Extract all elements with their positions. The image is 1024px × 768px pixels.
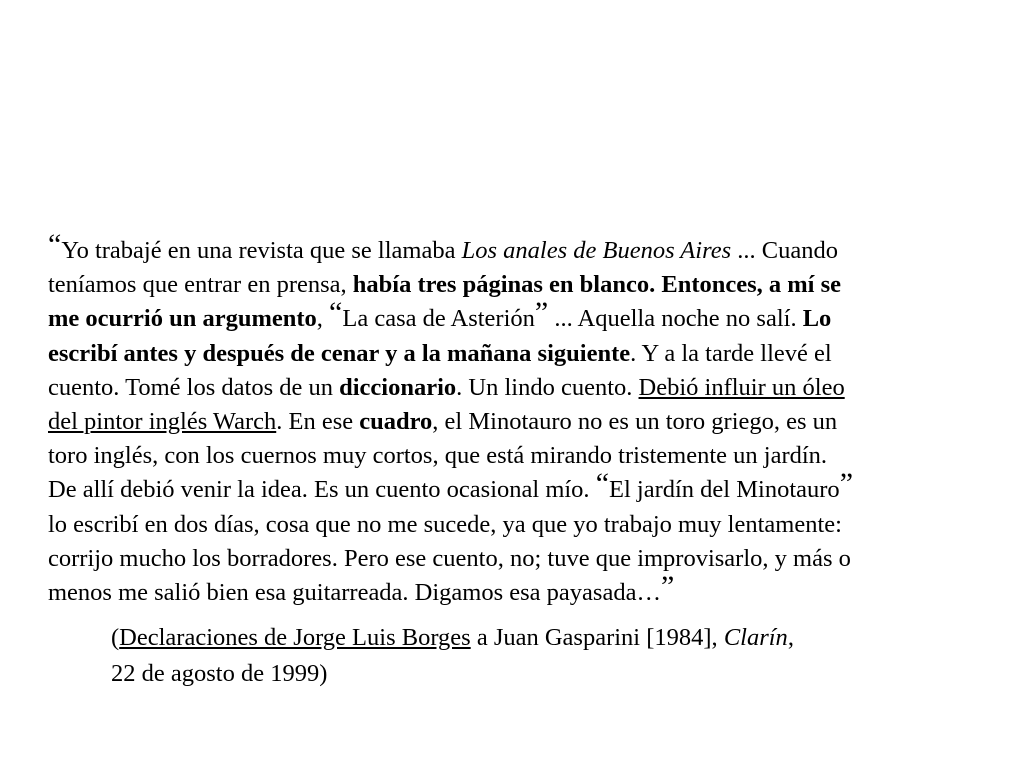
- close-quote-mark: ”: [534, 296, 549, 330]
- quote-line-5: [48, 371, 988, 405]
- quote-line-9: lo escribí en dos días, cosa que no me sucede, ya que yo trabajo muy lentamente:: [48, 510, 842, 538]
- open-quote-mark: “: [48, 228, 62, 261]
- quote-bold-text: diccionario: [339, 373, 457, 401]
- quote-text: , el Minotauro no es un toro griego, es un: [432, 408, 838, 436]
- quote-line-4: [48, 337, 988, 371]
- quote-bold-text: escribí antes y después de cenar y a la mañana siguiente: [48, 339, 631, 367]
- close-quote-mark: ”: [839, 467, 854, 501]
- citation-text: ,: [787, 624, 794, 651]
- story-title: La casa de Asterión: [342, 305, 535, 333]
- quote-text: cuento. Tomé los datos de un: [48, 373, 340, 401]
- citation-text: a Juan Gasparini [1984],: [470, 624, 724, 651]
- quote-text: De allí debió venir la idea. Es un cuento ocasional mío.: [48, 476, 596, 504]
- citation: [111, 620, 794, 692]
- newspaper-name: Clarín: [723, 624, 788, 651]
- quote-text: . En ese: [276, 408, 360, 436]
- open-quote-mark: “: [595, 467, 610, 501]
- quote-text: . Y a la tarde llevé el: [630, 339, 832, 367]
- citation-line-2: 22 de agosto de 1999): [111, 660, 328, 687]
- quote-line-2: [48, 268, 988, 302]
- quote-line-6: [48, 405, 988, 439]
- quote-text: ... Aquella noche no salí.: [548, 305, 803, 333]
- quote-text: ... Cuando: [731, 237, 838, 264]
- citation-line-1: [111, 620, 794, 656]
- quote-paragraph: [48, 228, 988, 610]
- quote-line-1: [48, 228, 988, 268]
- citation-underlined-text: Declaraciones de Jorge Luis Borges: [119, 624, 471, 651]
- quote-bold-text: Lo: [802, 305, 832, 333]
- quote-line-3: [48, 296, 988, 336]
- citation-text: (: [111, 624, 120, 651]
- quote-text: teníamos que entrar en prensa,: [48, 271, 353, 299]
- magazine-title: Los anales de Buenos Aires: [461, 237, 732, 264]
- quote-bold-text: había tres páginas en blanco. Entonces, a mí se: [352, 271, 842, 299]
- close-quote-mark: ”: [660, 570, 675, 604]
- quote-text: menos me salió bien esa guitarreada. Digamos esa payasada…: [48, 579, 661, 607]
- quote-underlined-text: del pintor inglés Warch: [48, 408, 277, 436]
- story-title: El jardín del Minotauro: [609, 476, 840, 504]
- quote-text: Yo trabajé en una revista que se llamaba: [61, 237, 462, 264]
- quote-underlined-text: Debió influir un óleo: [638, 373, 845, 401]
- quote-bold-text: cuadro: [359, 408, 433, 436]
- quote-line-11: [48, 570, 988, 610]
- quote-line-7: toro inglés, con los cuernos muy cortos, que está mirando tristemente un jardín.: [48, 442, 828, 470]
- open-quote-mark: “: [329, 296, 343, 330]
- quote-text: . Un lindo cuento.: [456, 373, 639, 401]
- quote-text: ,: [316, 305, 330, 333]
- quote-bold-text: me ocurrió un argumento: [48, 305, 317, 333]
- quote-line-8: [48, 467, 988, 507]
- quote-line-10: corrijo mucho los borradores. Pero ese cuento, no; tuve que improvisarlo, y más o: [48, 544, 851, 572]
